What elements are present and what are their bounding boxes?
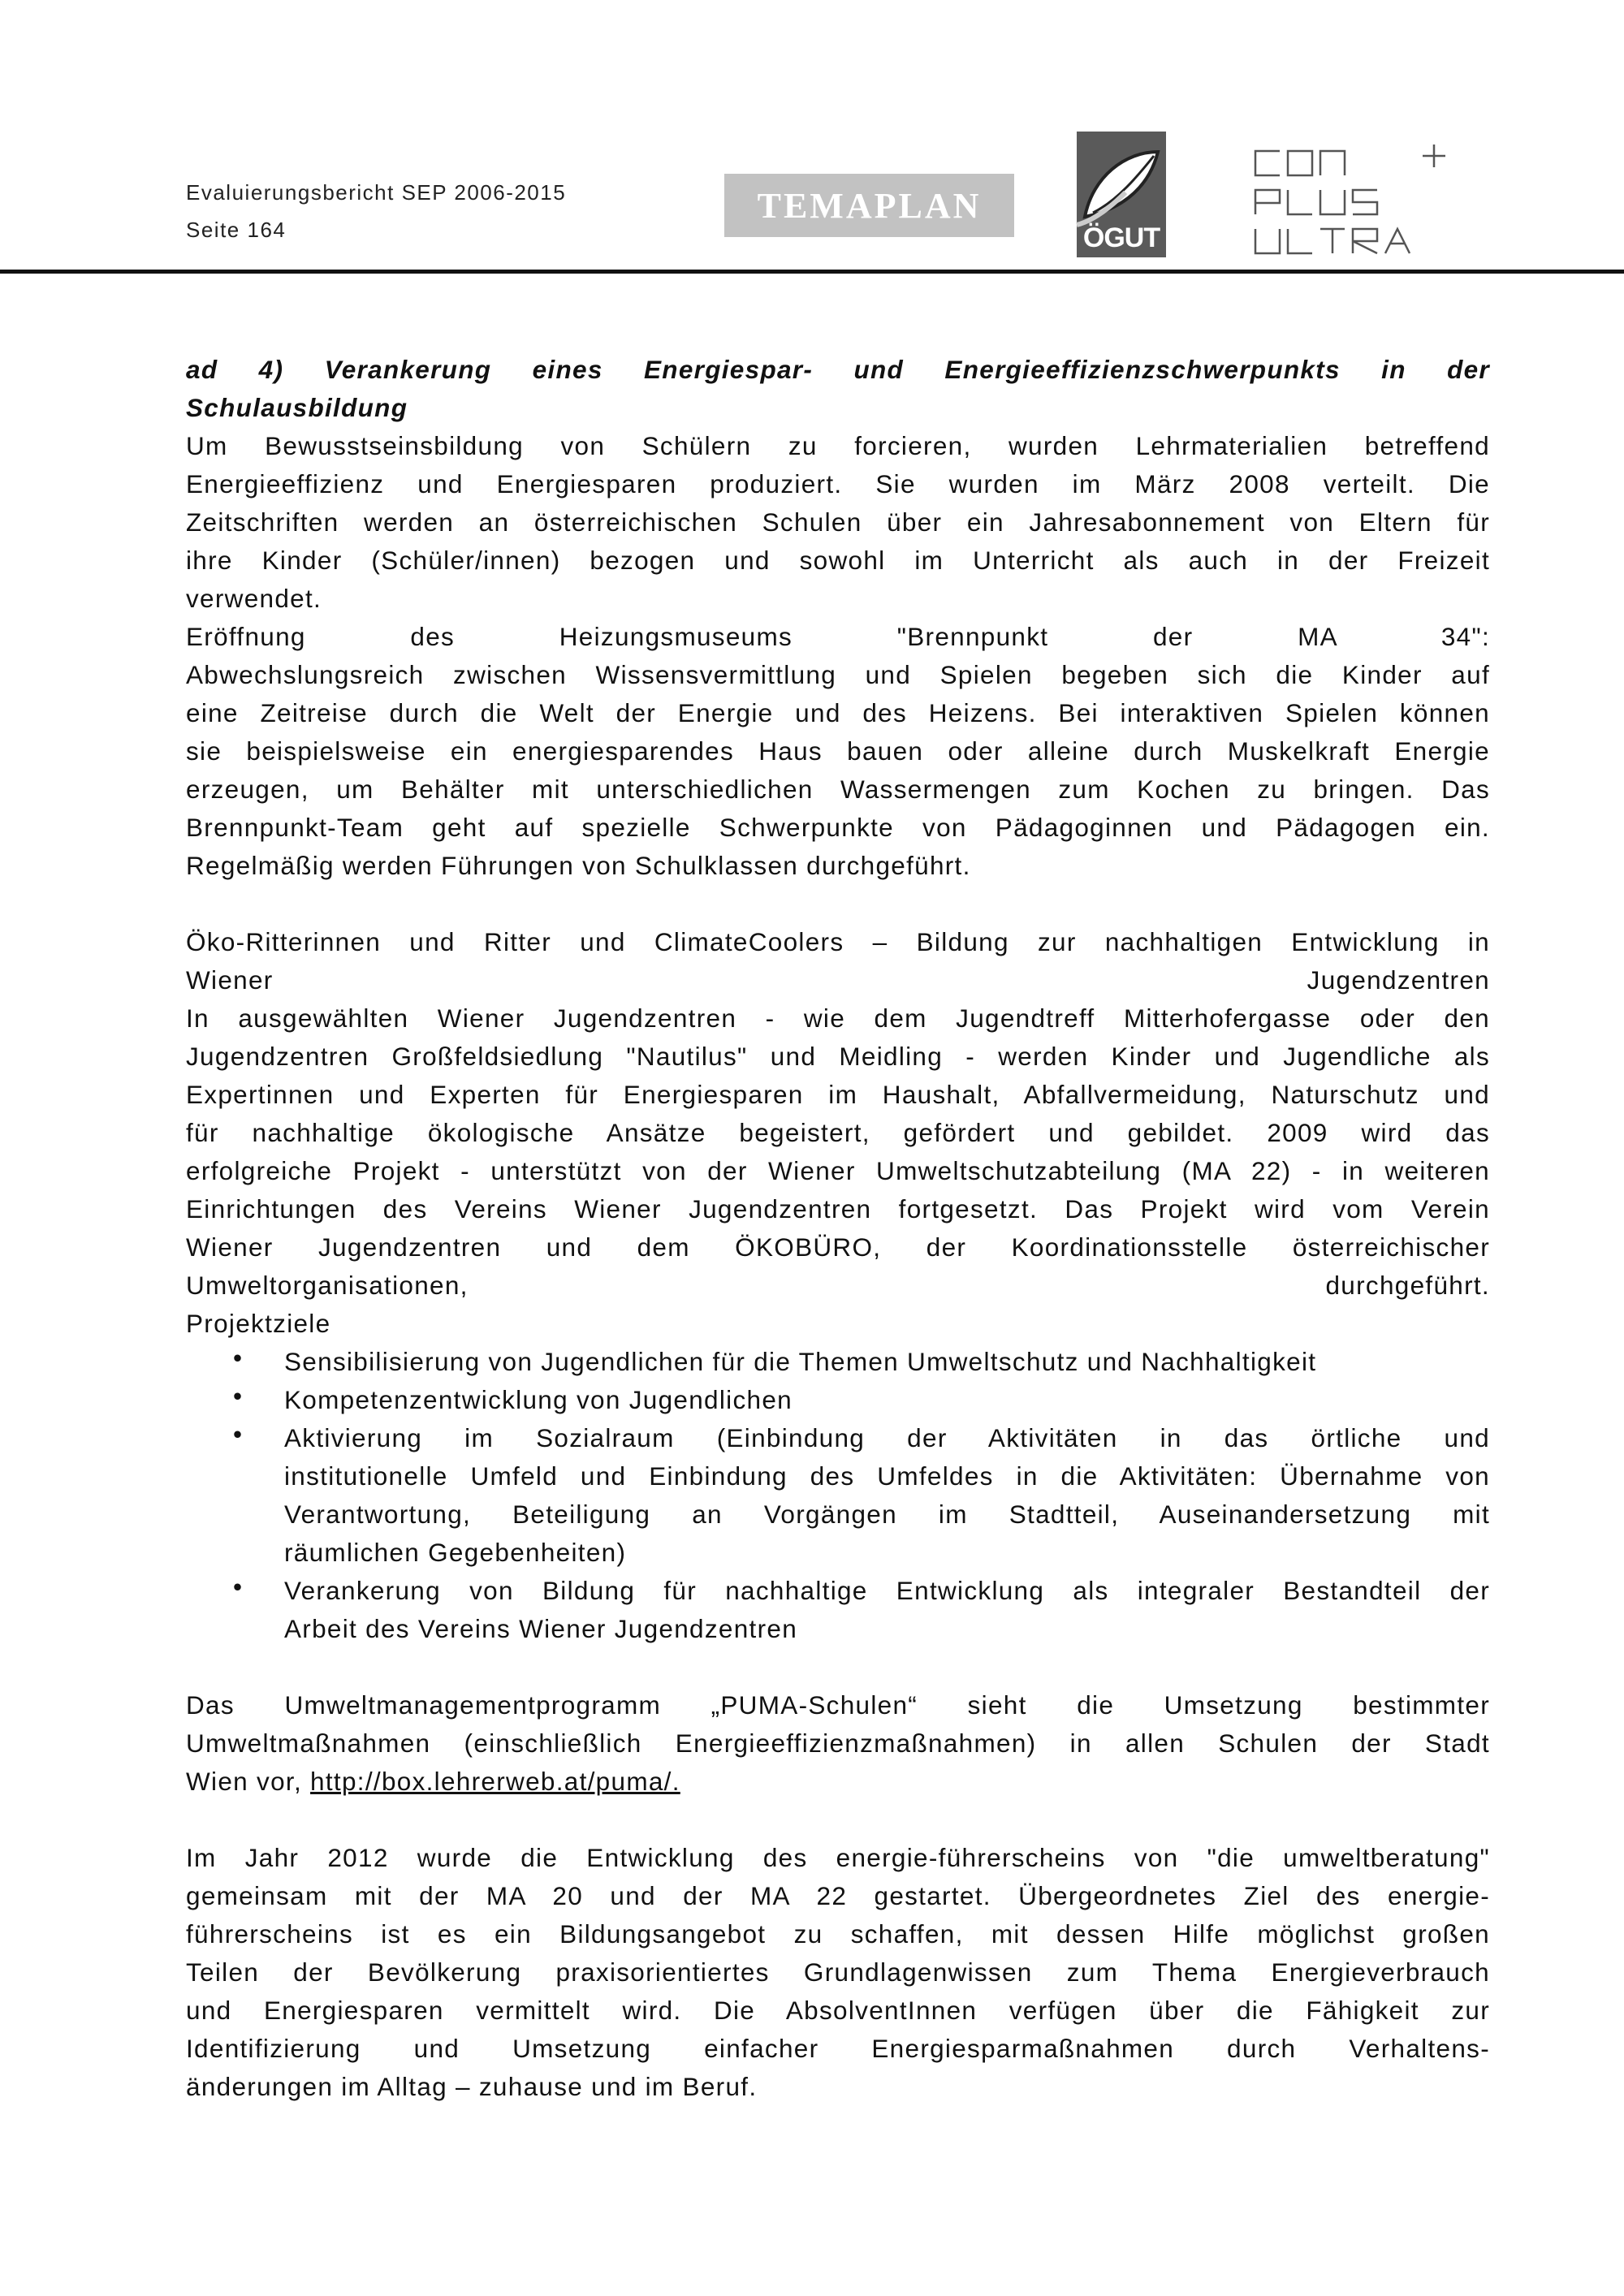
- bullet-icon: •: [233, 1572, 244, 1601]
- text-line: Brennpunkt-Team geht auf spezielle Schwerpunkte von Pädagoginnen und Pädagogen ein.: [186, 813, 1490, 842]
- text-line: Eröffnung des Heizungsmuseums "Brennpunkt der MA 34":: [186, 622, 1490, 651]
- list-item: [186, 1381, 1490, 1419]
- puma-link[interactable]: http://box.lehrerweb.at/puma/.: [310, 1767, 680, 1796]
- list-item-line: Verankerung von Bildung für nachhaltige Entwicklung als integraler Bestandteil der: [284, 1576, 1490, 1605]
- text-line: Wiener Jugendzentren und dem ÖKOBÜRO, der Koordinationsstelle österreichischer: [186, 1232, 1490, 1262]
- leaf-icon: [1060, 144, 1166, 233]
- text-line: erzeugen, um Behälter mit unterschiedlichen Wassermengen zum Kochen zu bringen. Das: [186, 775, 1490, 804]
- section-heading: ad 4) Verankerung eines Energiespar- und Energieeffizienzschwerpunkts in der: [186, 355, 1490, 384]
- text-line: Energieeffizienz und Energiesparen produziert. Sie wurden im März 2008 verteilt. Die: [186, 469, 1490, 498]
- list-item: [186, 1572, 1490, 1648]
- list-item: [186, 1343, 1490, 1381]
- spacer: [186, 1648, 1490, 1686]
- text-line: verwendet.: [186, 584, 322, 613]
- text-line: eine Zeitreise durch die Welt der Energie und des Heizens. Bei interaktiven Spielen können: [186, 698, 1490, 727]
- text-line: Zeitschriften werden an österreichischen Schulen über ein Jahresabonnement von Eltern für: [186, 507, 1490, 537]
- text-line: Wiener Jugendzentren: [186, 965, 1490, 995]
- bullet-icon: •: [233, 1343, 244, 1372]
- text-line: Jugendzentren Großfeldsiedlung "Nautilus" und Meidling - werden Kinder und Jugendliche als: [186, 1042, 1490, 1071]
- text-line: Projektziele: [186, 1309, 331, 1338]
- list-item-line: Aktivierung im Sozialraum (Einbindung der Aktivitäten in das örtliche und: [284, 1423, 1490, 1452]
- text-line: Öko-Ritterinnen und Ritter und ClimateCoolers – Bildung zur nachhaltigen Entwicklung in: [186, 927, 1490, 956]
- text-line: änderungen im Alltag – zuhause und im Beruf.: [186, 2072, 758, 2101]
- section-heading: Schulausbildung: [186, 393, 408, 422]
- text-line: Abwechslungsreich zwischen Wissensvermittlung und Spielen begeben sich die Kinder auf: [186, 660, 1490, 689]
- list-item-line: Verantwortung, Beteiligung an Vorgängen im Stadtteil, Auseinandersetzung mit: [284, 1500, 1490, 1529]
- con-plus-ultra-logo: [1254, 145, 1449, 258]
- text-line: Im Jahr 2012 wurde die Entwicklung des energie-führerscheins von "die umweltberatung": [186, 1843, 1490, 1872]
- list-item: [186, 1419, 1490, 1572]
- page-number: Seite 164: [186, 218, 287, 242]
- text-line: und Energiesparen vermittelt wird. Die AbsolventInnen verfügen über die Fähigkeit zur: [186, 1996, 1490, 2025]
- ogut-logo: ÖGUT: [1077, 132, 1166, 257]
- text-line: erfolgreiche Projekt - unterstützt von der Wiener Umweltschutzabteilung (MA 22) - in weiteren: [186, 1156, 1490, 1185]
- text-line: In ausgewählten Wiener Jugendzentren - wie dem Jugendtreff Mitterhofergasse oder den: [186, 1003, 1490, 1033]
- text-line: Teilen der Bevölkerung praxisorientiertes Grundlagenwissen zum Thema Energieverbrauch: [186, 1957, 1490, 1987]
- text-line: Umweltorganisationen, durchgeführt.: [186, 1271, 1490, 1300]
- list-item-line: institutionelle Umfeld und Einbindung des Umfeldes in die Aktivitäten: Übernahme von: [284, 1461, 1490, 1491]
- text-line: Regelmäßig werden Führungen von Schulklassen durchgeführt.: [186, 851, 971, 880]
- text-line: Umweltmaßnahmen (einschließlich Energieeffizienzmaßnahmen) in allen Schulen der Stadt: [186, 1728, 1490, 1758]
- text-line: ihre Kinder (Schüler/innen) bezogen und sowohl im Unterricht als auch in der Freizeit: [186, 546, 1490, 575]
- text-line: Um Bewusstseinsbildung von Schülern zu forcieren, wurden Lehrmaterialien betreffend: [186, 431, 1490, 460]
- list-item-line: Sensibilisierung von Jugendlichen für die Themen Umweltschutz und Nachhaltigkeit: [284, 1347, 1317, 1376]
- text-line: Das Umweltmanagementprogramm „PUMA-Schulen“ sieht die Umsetzung bestimmter: [186, 1690, 1490, 1720]
- header-divider: [0, 270, 1624, 274]
- report-title: Evaluierungsbericht SEP 2006-2015: [186, 180, 567, 205]
- text-line: für nachhaltige ökologische Ansätze begeistert, gefördert und gebildet. 2009 wird das: [186, 1118, 1490, 1147]
- spacer: [186, 1801, 1490, 1839]
- text-line: sie beispielsweise ein energiesparendes Haus bauen oder alleine durch Muskelkraft Energie: [186, 736, 1490, 766]
- bullet-icon: •: [233, 1381, 244, 1410]
- list-item-line: Kompetenzentwicklung von Jugendlichen: [284, 1385, 793, 1414]
- text-line: führerscheins ist es ein Bildungsangebot zu schaffen, mit dessen Hilfe möglichst großen: [186, 1919, 1490, 1949]
- text-line: Expertinnen und Experten für Energiesparen im Haushalt, Abfallvermeidung, Naturschutz und: [186, 1080, 1490, 1109]
- list-item-line: räumlichen Gegebenheiten): [284, 1538, 627, 1567]
- text-line: Einrichtungen des Vereins Wiener Jugendzentren fortgesetzt. Das Projekt wird vom Verein: [186, 1194, 1490, 1224]
- temaplan-logo: TEMAPLAN: [724, 174, 1014, 237]
- text-line: Identifizierung und Umsetzung einfacher Energiesparmaßnahmen durch Verhaltens-: [186, 2034, 1490, 2063]
- spacer: [186, 885, 1490, 923]
- list-item-line: Arbeit des Vereins Wiener Jugendzentren: [284, 1614, 798, 1643]
- document-body: [186, 351, 1490, 2106]
- bullet-icon: •: [233, 1419, 244, 1448]
- text-line: Wien vor, http://box.lehrerweb.at/puma/.: [186, 1767, 680, 1796]
- text-line: gemeinsam mit der MA 20 und der MA 22 gestartet. Übergeordnetes Ziel des energie-: [186, 1881, 1490, 1910]
